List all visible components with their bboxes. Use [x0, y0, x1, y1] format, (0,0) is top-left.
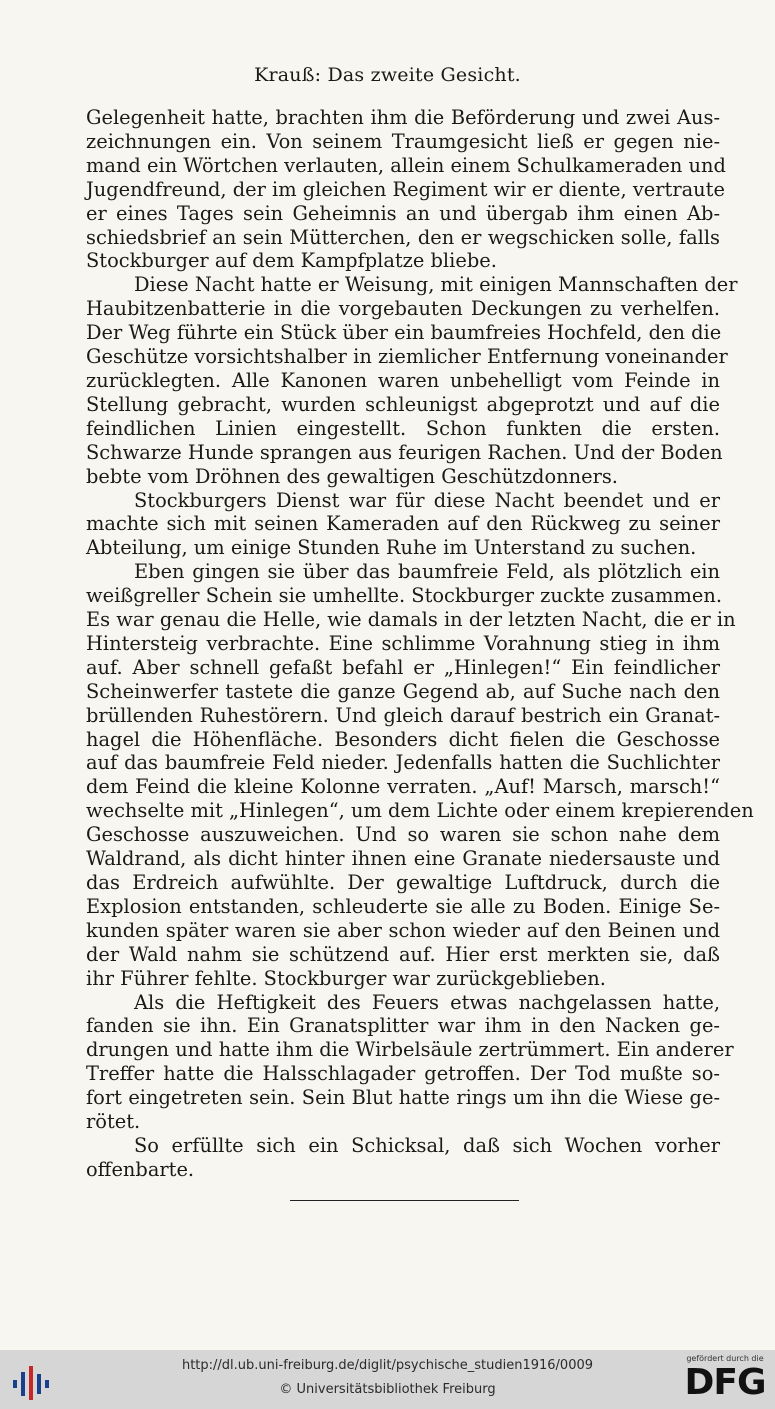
- text-line: fanden sie ihn. Ein Granatsplitter war ihm in den Nacken ge-: [86, 1014, 720, 1038]
- text-line: Jugendfreund, der im gleichen Regiment wir er diente, vertraute: [86, 177, 725, 201]
- dfg-logo[interactable]: [683, 1354, 767, 1406]
- text-line: brüllenden Ruhestörern. Und gleich darauf bestrich ein Granat-: [86, 703, 720, 727]
- text-line: rötet.: [86, 1110, 141, 1134]
- text-line: der Wald nahm sie schützend auf. Hier erst merkten sie, daß: [86, 942, 720, 966]
- text-line: Eben gingen sie über das baumfreie Feld, als plötzlich ein: [134, 560, 720, 584]
- text-line: auf. Aber schnell gefaßt befahl er „Hinlegen!“ Ein feindlicher: [86, 655, 720, 679]
- text-line: Scheinwerfer tastete die ganze Gegend ab, auf Suche nach den: [86, 679, 720, 703]
- text-line: Stockburgers Dienst war für diese Nacht beendet und er: [134, 488, 720, 512]
- text-line: Der Weg führte ein Stück über ein baumfreies Hochfeld, den die: [86, 321, 722, 345]
- text-line: Diese Nacht hatte er Weisung, mit einigen Mannschaften der: [134, 273, 738, 297]
- text-line: zurücklegten. Alle Kanonen waren unbehelligt vom Feinde in: [86, 368, 720, 392]
- text-line: bebte vom Dröhnen des gewaltigen Geschützdonners.: [86, 464, 618, 488]
- text-line: weißgreller Schein sie umhellte. Stockburger zuckte zusammen.: [86, 584, 722, 608]
- text-line: Hintersteig verbrachte. Eine schlimme Vorahnung stieg in ihm: [86, 631, 720, 655]
- text-line: fort eingetreten sein. Sein Blut hatte rings um ihn die Wiese ge-: [86, 1086, 720, 1110]
- text-line: Treffer hatte die Halsschlagader getroffen. Der Tod mußte so-: [86, 1062, 720, 1086]
- text-line: ihr Führer fehlte. Stockburger war zurückgeblieben.: [86, 966, 606, 990]
- text-line: Explosion entstanden, schleuderte sie alle zu Boden. Einige Se-: [86, 894, 720, 918]
- text-line: Geschütze vorsichtshalber in ziemlicher Entfernung voneinander: [86, 345, 728, 369]
- text-line: das Erdreich aufwühlte. Der gewaltige Luftdruck, durch die: [86, 871, 720, 894]
- text-line: Haubitzenbatterie in die vorgebauten Deckungen zu verhelfen.: [86, 297, 720, 321]
- text-line: wechselte mit „Hinlegen“, um dem Lichte oder einem krepierenden: [86, 799, 754, 823]
- copyright-notice: © Universitätsbibliothek Freiburg: [279, 1382, 496, 1397]
- text-line: er eines Tages sein Geheimnis an und übergab ihm einen Ab-: [86, 201, 720, 225]
- text-line: Schwarze Hunde sprangen aus feurigen Rachen. Und der Boden: [86, 440, 723, 464]
- end-rule: [290, 1200, 519, 1201]
- text-line: Abteilung, um einige Stunden Ruhe im Unterstand zu suchen.: [86, 536, 697, 560]
- text-line: Stellung gebracht, wurden schleunigst abgeprotzt und auf die: [86, 392, 720, 416]
- text-line: Geschosse auszuweichen. Und so waren sie schon nahe dem: [86, 823, 720, 847]
- text-line: Es war genau die Helle, wie damals in der letzten Nacht, die er in: [86, 608, 736, 632]
- text-line: mand ein Wörtchen verlauten, allein einem Schulkameraden und: [86, 153, 726, 177]
- text-line: Waldrand, als dicht hinter ihnen eine Granate niedersauste und: [86, 847, 720, 871]
- permalink-url[interactable]: http://dl.ub.uni-freiburg.de/diglit/psychische_studien1916/0009: [181, 1358, 594, 1373]
- text-line: So erfüllte sich ein Schicksal, daß sich Wochen vorher: [134, 1133, 720, 1157]
- dfg-wordmark: DFG: [684, 1362, 766, 1403]
- text-line: hagel die Höhenfläche. Besonders dicht fielen die Geschosse: [86, 727, 720, 751]
- text-line: schiedsbrief an sein Mütterchen, den er wegschicken solle, falls: [86, 225, 720, 249]
- body-text: [86, 106, 754, 1182]
- text-line: offenbarte.: [86, 1157, 195, 1181]
- text-line: dem Feind die kleine Kolonne verraten. „Auf! Marsch, marsch!“: [86, 775, 720, 799]
- viewer-footer: [0, 1350, 775, 1409]
- text-line: zeichnungen ein. Von seinem Traumgesicht ließ er gegen nie-: [86, 129, 720, 153]
- text-line: Stockburger auf dem Kampfplatze bliebe.: [86, 249, 497, 273]
- text-line: drungen und hatte ihm die Wirbelsäule zertrümmert. Ein anderer: [86, 1038, 734, 1062]
- text-line: auf das baumfreie Feld nieder. Jedenfalls hatten die Suchlichter: [86, 751, 720, 775]
- running-head: Krauß: Das zweite Gesicht.: [254, 64, 521, 86]
- text-line: kunden später waren sie aber schon wieder auf den Beinen und: [86, 918, 720, 942]
- text-line: feindlichen Linien eingestellt. Schon funkten die ersten.: [86, 416, 720, 440]
- text-line: machte sich mit seinen Kameraden auf den Rückweg zu seiner: [86, 512, 720, 536]
- text-line: Als die Heftigkeit des Feuers etwas nachgelassen hatte,: [134, 990, 720, 1014]
- text-line: Gelegenheit hatte, brachten ihm die Beförderung und zwei Aus-: [86, 106, 720, 129]
- dfg-caption: gefördert durch die: [686, 1354, 764, 1363]
